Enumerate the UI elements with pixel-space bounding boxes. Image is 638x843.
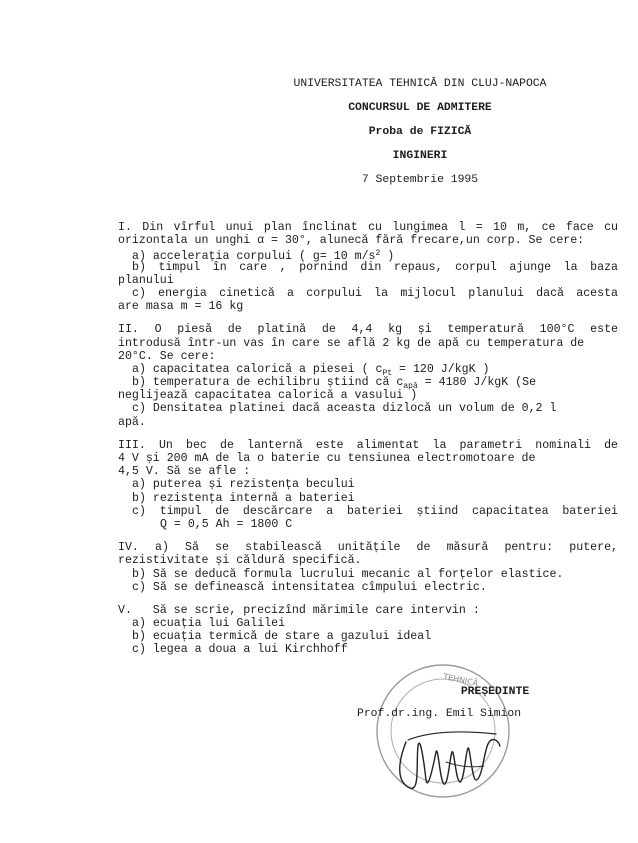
problem-4-line-1: IV. a) Să se stabilească unitățile de măsură pentru: putere,: [118, 541, 618, 555]
problem-3-line-1: III. Un bec de lanternă este alimentat la parametri nominali de: [118, 438, 618, 452]
problem-1-a-exponent: 2: [375, 249, 381, 259]
signature-name: Prof.dr.ing. Emil Simion: [357, 708, 522, 720]
problem-2-b-end: = 4180 J/kgK (Se: [417, 376, 537, 390]
handwritten-signature: [388, 722, 518, 802]
signature-block: [345, 686, 605, 720]
problem-2-item-b: [118, 376, 618, 392]
problem-3: [118, 439, 618, 531]
problem-1-item-c-cont: are masa m = 16 kg: [118, 300, 244, 314]
problem-4-line-2: rezistivitate și căldură specifică.: [118, 554, 362, 568]
problem-3-line-3: 4,5 V. Să se afle :: [118, 465, 251, 479]
contest-title: CONCURSUL DE ADMITERE: [348, 102, 492, 114]
problem-2-a-end: = 120 J/kgK ): [392, 362, 490, 376]
problem-3-item-a: a) puterea și rezistența becului: [132, 478, 355, 492]
problem-2-item-b-cont: neglijează capacitatea calorică a vasului ): [118, 389, 418, 403]
problem-3-line-2: 4 V și 200 mA de la o baterie cu tensiunea electromotoare de: [118, 452, 536, 465]
problem-2: [118, 323, 618, 429]
problem-1-item-b: b) timpul în care , pornind din repaus, corpul ajunge la baza: [132, 260, 618, 274]
problem-4-item-c: c) Să se definească intensitatea cîmpului electric.: [132, 580, 487, 594]
problem-4-item-b: b) Să se deducă formula lucrului mecanic al forțelor elastice.: [132, 567, 564, 581]
problem-2-a-subscript: Pt: [382, 368, 393, 378]
problem-3-item-b: b) rezistența internă a bateriei: [132, 491, 355, 505]
exam-problems: [118, 221, 618, 667]
problem-1-item-b-cont: planului: [118, 273, 174, 287]
problem-2-a-text: a) capacitatea calorică a piesei ( c: [132, 362, 383, 376]
document-header: [250, 72, 590, 192]
problem-1-line-1: I. Din vîrful unui plan înclinat cu lungimea l = 10 m, ce face cu: [118, 221, 618, 234]
problem-3-item-c: c) timpul de descărcare a bateriei știind capacitatea bateriei: [132, 504, 618, 518]
problem-5-item-b: b) ecuația termică de stare a gazului ideal: [132, 630, 432, 644]
section-title: INGINERI: [392, 150, 448, 162]
problem-2-line-3: 20°C. Se cere:: [118, 349, 216, 363]
problem-2-item-a: [118, 363, 618, 376]
problem-5: [118, 604, 618, 657]
problem-5-item-a: a) ecuația lui Galilei: [132, 617, 286, 631]
signature-title: PREȘEDINTE: [460, 686, 530, 698]
problem-1-line-2: orizontala un unghi α = 30°, alunecă fără frecare,un corp. Se cere:: [118, 234, 585, 248]
problem-5-item-c: c) legea a doua a lui Kirchhoff: [132, 643, 348, 657]
exam-title: Proba de FIZICĂ: [368, 126, 472, 138]
problem-1-a-text: a) accelerația corpului ( g= 10 m/s: [132, 250, 376, 264]
problem-2-line-1: II. O piesă de platină de 4,4 kg și temperatură 100°C este: [118, 323, 618, 337]
problem-3-item-c-cont: Q = 0,5 Ah = 1800 C: [160, 517, 293, 531]
problem-1: [118, 221, 618, 313]
problem-5-line-1: V. Să se scrie, precizînd mărimile care intervin :: [118, 603, 480, 617]
university-title: UNIVERSITATEA TEHNICĂ DIN CLUJ-NAPOCA: [293, 78, 547, 90]
problem-4: [118, 541, 618, 594]
problem-1-item-a: [118, 247, 618, 264]
problem-2-item-c-cont: apă.: [118, 415, 146, 429]
exam-date: 7 Septembrie 1995: [361, 174, 479, 186]
problem-2-item-c: c) Densitatea platinei dacă aceasta dizlocă un volum de 0,2 l: [132, 402, 557, 416]
problem-1-a-end: ): [380, 250, 395, 264]
problem-2-b-text: b) temperatura de echilibru știind că c: [132, 376, 404, 390]
problem-1-item-c: c) energia cinetică a corpului la mijlocul planului dacă acesta: [132, 286, 618, 300]
problem-2-b-subscript: apă: [403, 382, 418, 392]
problem-2-line-2: introdusă într-un vas în care se află 2 kg de apă cu temperatura de: [118, 336, 585, 350]
svg-text:TEHNICĂ: TEHNICĂ: [442, 671, 479, 689]
